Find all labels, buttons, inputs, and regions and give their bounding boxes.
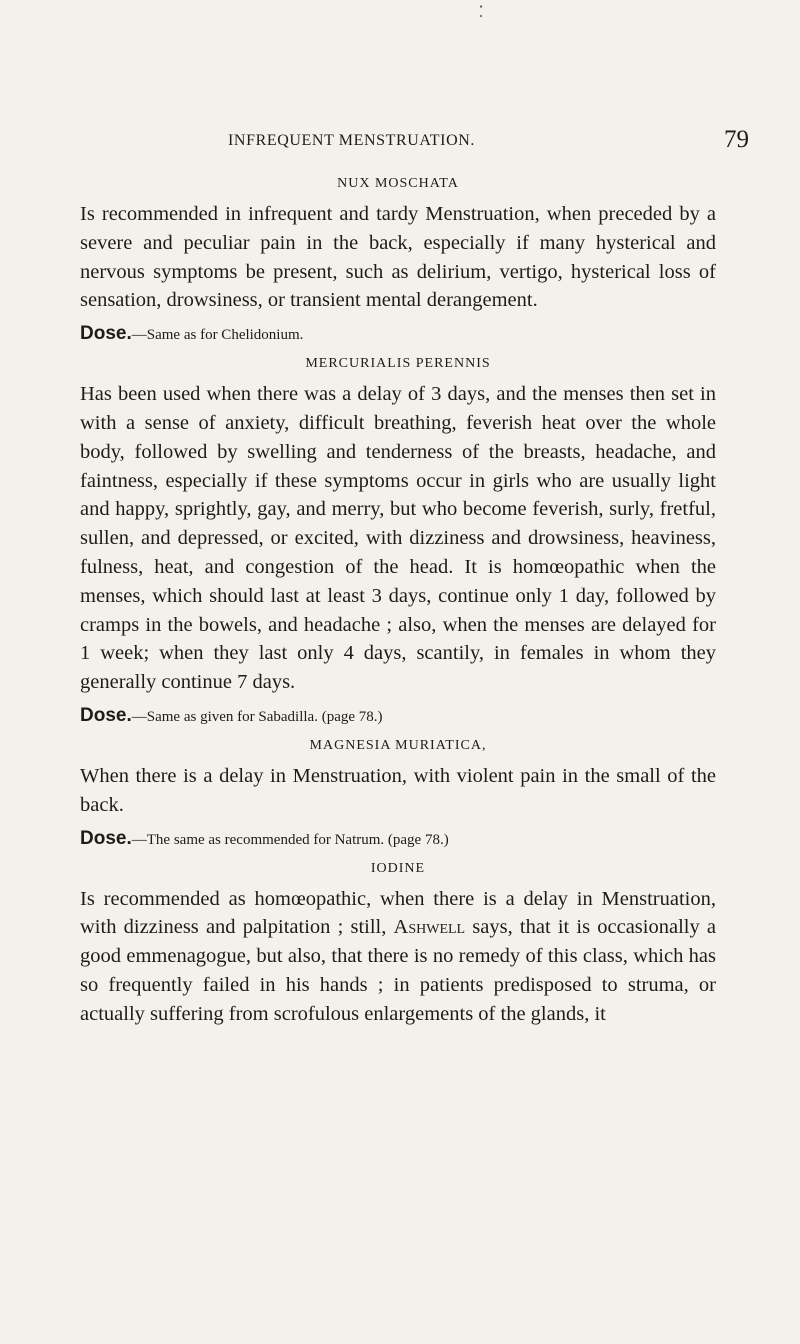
- paragraph-text: Is recommended as homœopathic, when there is a delay in Menstruation, with dizziness and palpitation ; still,: [80, 887, 716, 939]
- section-nux-moschata: [80, 176, 716, 346]
- section-mercurialis-perennis: [80, 356, 716, 728]
- dose-line: [80, 705, 716, 728]
- section-heading: IODINE: [370, 860, 426, 876]
- section-paragraph: Has been used when there was a delay of 3 days, and the menses then set in with a sense of anxiety, difficult breathing, feverish heat over the whole body, followed by swelling and tenderness of the breasts, headache, and faintness, especially if these symptoms occur in girls who are usually light and happy, sprightly, gay, and merry, but who become feverish, surly, fretful, sullen, and depressed, or excited, with dizziness and drowsiness, heaviness, fulness, heat, and congestion of the head. It is homœopathic when the menses, which should last at least 3 days, continue only 1 day, followed by cramps in the bowels, and headache ; also, when the menses are delayed for 1 week; when they last only 4 days, scantily, in females in whom they generally continue 7 days.: [80, 383, 716, 694]
- dose-label: Dose.: [80, 827, 132, 849]
- dose-text: —The same as recommended for Natrum. (page 78.): [131, 831, 449, 848]
- section-magnesia-muriatica: [80, 738, 716, 851]
- dose-text: —Same as for Chelidonium.: [131, 327, 304, 344]
- section-paragraph: When there is a delay in Menstruation, with violent pain in the small of the back.: [80, 764, 716, 816]
- section-heading: MAGNESIA MURIATICA,: [309, 737, 487, 753]
- page-body: [80, 170, 716, 1029]
- dose-line: [80, 828, 716, 851]
- section-heading: NUX MOSCHATA: [337, 176, 459, 191]
- dose-label: Dose.: [80, 323, 132, 345]
- dose-label: Dose.: [80, 704, 132, 726]
- print-marks: ▪ •: [479, 2, 483, 21]
- dose-text: —Same as given for Sabadilla. (page 78.): [131, 708, 383, 725]
- author-name: Ashwell: [393, 916, 466, 939]
- dose-line: [80, 323, 716, 346]
- running-head: [0, 126, 800, 156]
- running-title: INFREQUENT MENSTRUATION.: [228, 132, 475, 149]
- section-heading: MERCURIALIS PERENNIS: [305, 356, 491, 372]
- paragraph-text: says, that it is occasionally a good emmenagogue, but also, that there is no remedy of this class, which has so frequently failed in his hands ; in patients predisposed to struma, or actually suffering from scrofulous enlargements of the glands, it: [80, 916, 716, 1025]
- page-number: 79: [724, 126, 749, 153]
- section-paragraph: Is recommended in infrequent and tardy Menstruation, when preceded by a severe and peculiar pain in the back, especially if many hysterical and nervous symptoms be present, such as delirium, vertigo, hysterical loss of sensation, drowsiness, or transient mental derangement.: [80, 203, 716, 312]
- section-iodine: [80, 861, 716, 1029]
- section-paragraph: [80, 885, 716, 1029]
